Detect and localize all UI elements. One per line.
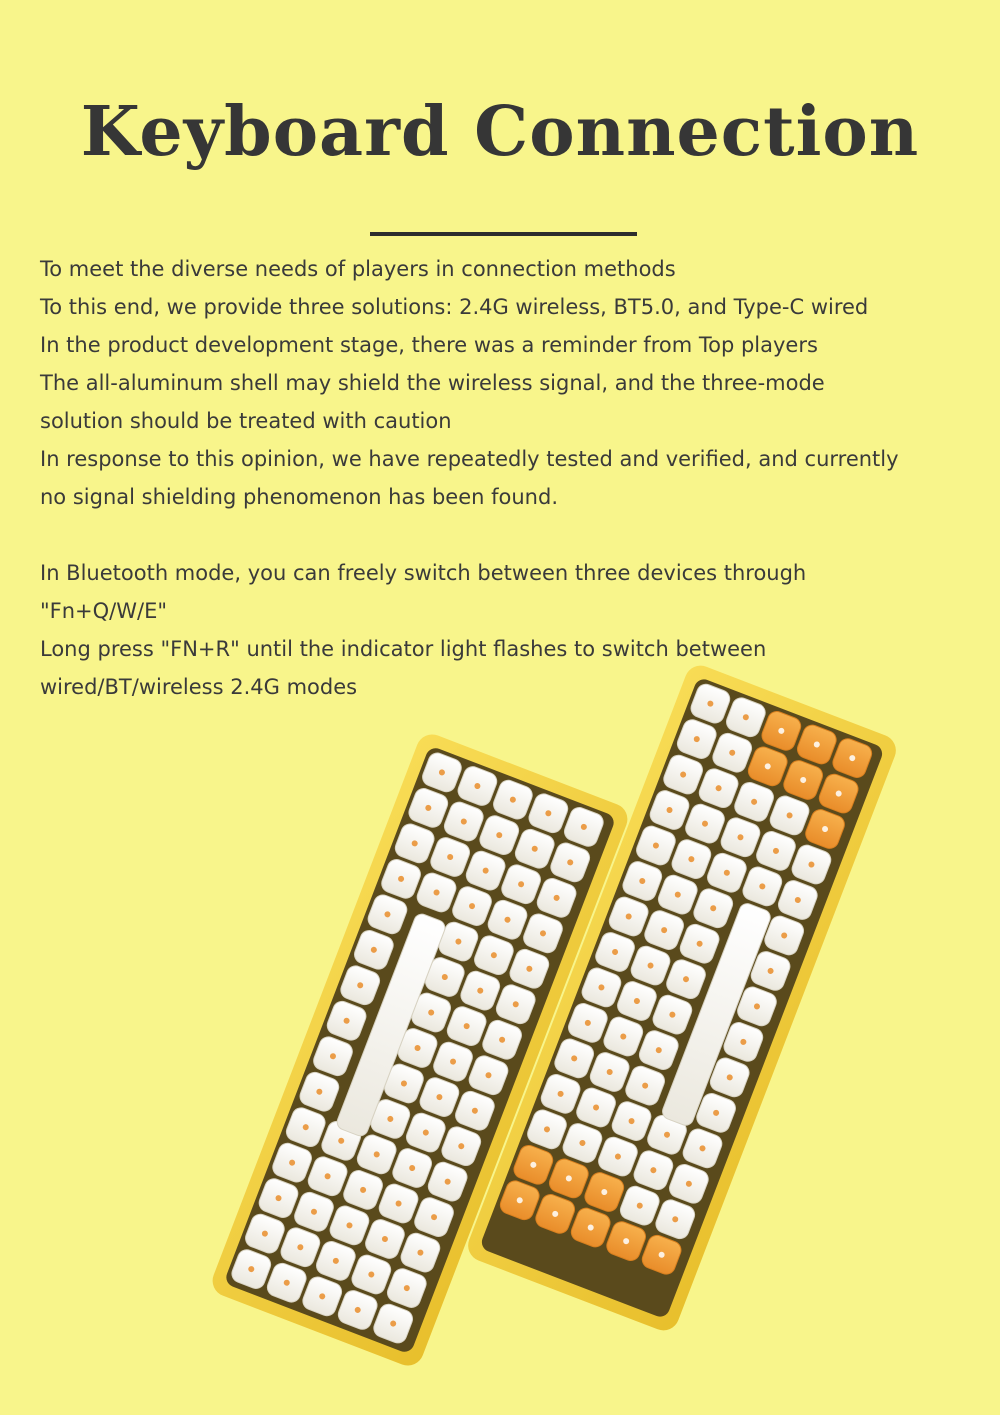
- intro-line: The all-aluminum shell may shield the wireless signal, and the three-mode: [40, 371, 825, 395]
- intro-line: no signal shielding phenomenon has been found.: [40, 485, 558, 509]
- instruction-line: wired/BT/wireless 2.4G modes: [40, 675, 358, 699]
- intro-line: To this end, we provide three solutions: 2.4G wireless, BT5.0, and Type-C wired: [40, 295, 869, 319]
- intro-line: In the product development stage, there was a reminder from Top players: [40, 333, 818, 357]
- instruction-line: "Fn+Q/W/E": [40, 599, 168, 623]
- instruction-line: Long press "FN+R" until the indicator light flashes to switch between: [40, 637, 767, 661]
- page-title: Keyboard Connection: [80, 92, 920, 172]
- intro-paragraph: [40, 250, 985, 516]
- intro-line: solution should be treated with caution: [40, 409, 452, 433]
- intro-line: In response to this opinion, we have repeatedly tested and verified, and currently: [40, 447, 899, 471]
- intro-line: To meet the diverse needs of players in connection methods: [40, 257, 676, 281]
- keyboard-illustration: [0, 660, 1000, 1415]
- instruction-line: In Bluetooth mode, you can freely switch between three devices through: [40, 561, 807, 585]
- title-divider: [370, 232, 637, 236]
